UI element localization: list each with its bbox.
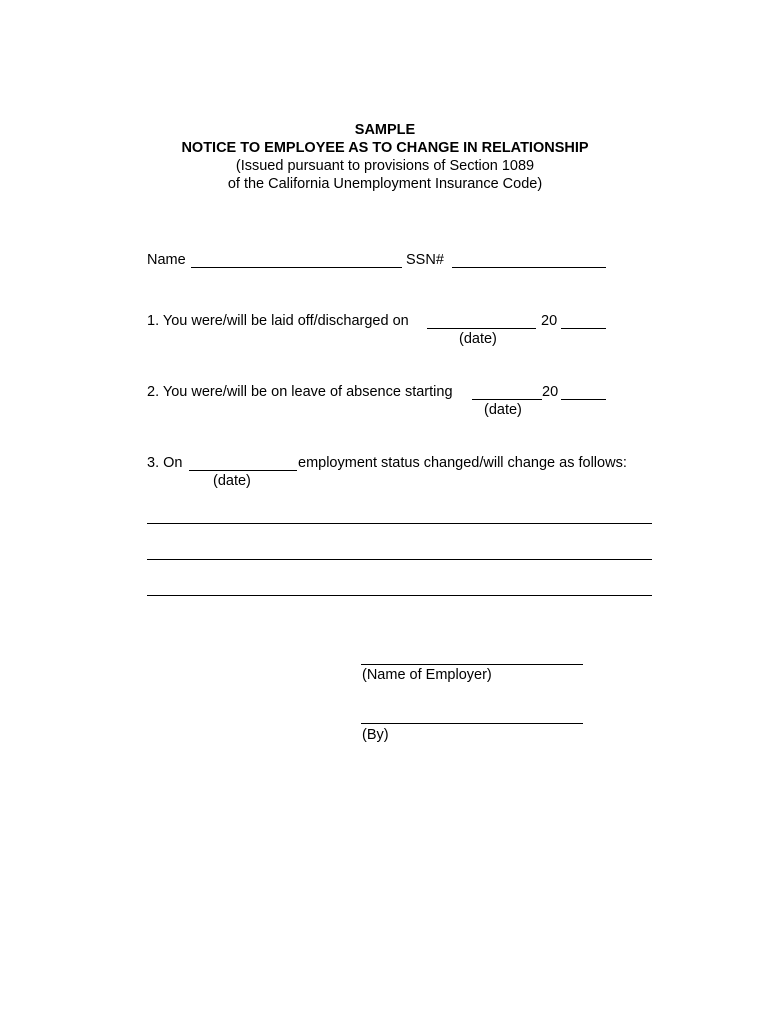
name-field-line[interactable] xyxy=(191,267,402,268)
description-line-3[interactable] xyxy=(147,595,652,596)
description-line-2[interactable] xyxy=(147,559,652,560)
description-line-1[interactable] xyxy=(147,523,652,524)
name-label: Name xyxy=(147,252,186,268)
subtitle-line-1: (Issued pursuant to provisions of Section 1089 xyxy=(235,158,535,174)
ssn-label: SSN# xyxy=(406,252,444,268)
employer-name-caption: (Name of Employer) xyxy=(362,667,492,683)
item-1-date-line[interactable] xyxy=(427,328,536,329)
item-1-text: 1. You were/will be laid off/discharged on xyxy=(147,313,409,329)
item-3-suffix: employment status changed/will change as follows: xyxy=(298,455,627,471)
item-3-prefix: 3. On xyxy=(147,455,183,471)
document-header xyxy=(0,121,770,193)
document-title: NOTICE TO EMPLOYEE AS TO CHANGE IN RELATIONSHIP xyxy=(181,140,589,156)
item-2-date-caption: (date) xyxy=(484,402,522,418)
sample-heading: SAMPLE xyxy=(354,122,416,138)
item-2-text: 2. You were/will be on leave of absence starting xyxy=(147,384,453,400)
item-1-year-prefix: 20 xyxy=(541,313,558,329)
subtitle-line-2: of the California Unemployment Insurance Code) xyxy=(227,176,543,192)
item-2-year-prefix: 20 xyxy=(542,384,559,400)
employer-name-line[interactable] xyxy=(361,664,583,665)
item-2-year-line[interactable] xyxy=(561,399,606,400)
item-3-date-caption: (date) xyxy=(213,473,251,489)
item-1-date-caption: (date) xyxy=(459,331,497,347)
item-2-date-line[interactable] xyxy=(472,399,542,400)
employer-by-caption: (By) xyxy=(362,727,389,743)
employer-by-line[interactable] xyxy=(361,723,583,724)
item-3-date-line[interactable] xyxy=(189,470,297,471)
ssn-field-line[interactable] xyxy=(452,267,606,268)
item-1-year-line[interactable] xyxy=(561,328,606,329)
